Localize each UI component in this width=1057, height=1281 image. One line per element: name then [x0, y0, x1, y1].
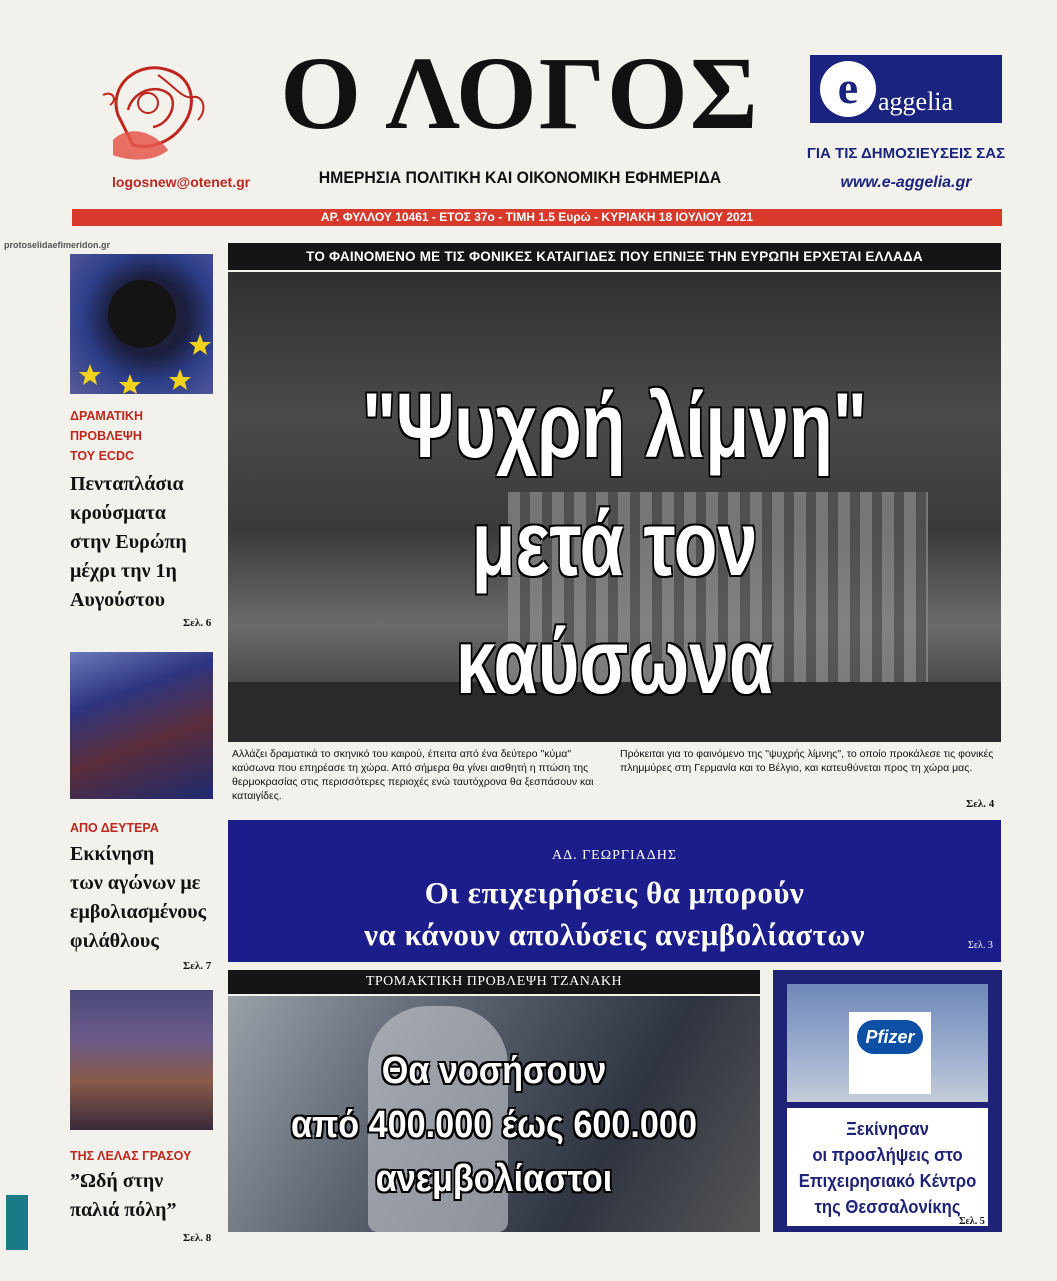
main-story-text-right: Πρόκειται για το φαινόμενο της "ψυχρής λίμνης", το οποίο προκάλεσε τις φονικές πλημμύρες στη Γερμανία και το Βέλγιο, και κατευθύνεται προς τη χώρα μας.	[620, 748, 994, 774]
georgiadis-page: Σελ. 3	[968, 940, 993, 951]
sidebar-story2-page: Σελ. 7	[183, 960, 212, 972]
sidebar-story2-headline[interactable]: Εκκίνηση των αγώνων με εμβολιασμένους φιλάθλους	[70, 843, 207, 952]
sidebar-story3-page: Σελ. 8	[183, 1232, 212, 1244]
sidebar-story1-headline[interactable]: Πενταπλάσια κρούσματα στην Ευρώπη μέχρι την 1η Αυγούστου	[70, 473, 187, 611]
eaggelia-logo[interactable]	[810, 55, 1002, 123]
virus-eu-photo	[70, 254, 213, 394]
eaggelia-word: aggelia	[878, 87, 954, 116]
tzanakis-headline[interactable]: Θα νοσήσουν από 400.000 έως 600.000 ανεμβολίαστοι	[291, 1050, 697, 1200]
main-story-page: Σελ. 4	[966, 798, 995, 810]
tzanakis-kicker: ΤΡΟΜΑΚΤΙΚΗ ΠΡΟΒΛΕΨΗ ΤΖΑΝΑΚΗ	[228, 970, 760, 994]
issue-info-bar: ΑΡ. ΦΥΛΛΟΥ 10461 - ΕΤΟΣ 37ο - ΤΙΜΗ 1.5 Ευρώ - ΚΥΡΙΑΚΗ 18 ΙΟΥΛΙΟΥ 2021	[72, 209, 1002, 226]
old-town-photo	[70, 990, 213, 1130]
sidebar-story1-page: Σελ. 6	[183, 617, 212, 629]
masthead-title: Ο ΛΟΓΟΣ	[280, 36, 760, 151]
georgiadis-kicker: ΑΔ. ΓΕΩΡΓΙΑΔΗΣ	[551, 848, 678, 863]
edge-strip	[6, 1195, 28, 1250]
stadium-fans-photo	[70, 652, 213, 799]
eu-stars-icon	[70, 254, 213, 394]
georgiadis-story-box[interactable]	[228, 820, 1001, 962]
georgiadis-headline[interactable]: Οι επιχειρήσεις θα μπορούν να κάνουν απολύσεις ανεμβολίαστων	[364, 875, 865, 952]
site-watermark: protoselidaefimeridon.gr	[4, 240, 111, 250]
sidebar-story2-kicker: ΑΠΟ ΔΕΥΤΕΡΑ	[70, 821, 159, 835]
eaggelia-url-link[interactable]: www.e-aggelia.gr	[840, 174, 972, 191]
pfizer-story-box[interactable]	[773, 970, 1002, 1232]
main-story-photo[interactable]	[228, 272, 1001, 742]
pfizer-building-photo	[787, 984, 988, 1102]
sidebar-story3-kicker: ΤΗΣ ΛΕΛΑΣ ΓΡΑΣΟΥ	[70, 1149, 192, 1163]
main-headline[interactable]: "Ψυχρή λίμνη" μετά τον καύσωνα	[362, 375, 867, 713]
logo-illustration-icon	[98, 55, 218, 167]
pfizer-page: Σελ. 5	[959, 1216, 985, 1227]
hospital-photo[interactable]	[228, 996, 760, 1232]
eaggelia-tagline: ΓΙΑ ΤΙΣ ΔΗΜΟΣΙΕΥΣΕΙΣ ΣΑΣ	[806, 145, 1006, 162]
email-link[interactable]: logosnew@otenet.gr	[112, 174, 251, 190]
pfizer-logo: Pfizer	[857, 1020, 923, 1054]
sidebar-story1-kicker: ΔΡΑΜΑΤΙΚΗ ΠΡΟΒΛΕΨΗ ΤΟΥ ECDC	[70, 409, 143, 463]
sidebar-story3-headline[interactable]: ”Ωδή στην παλιά πόλη”	[70, 1170, 177, 1221]
eaggelia-letter: e	[820, 61, 876, 117]
pfizer-headline[interactable]: Ξεκίνησαν οι προσλήψεις στο Επιχειρησιακό Κέντρο της Θεσσαλονίκης	[798, 1118, 977, 1217]
main-story-banner: ΤΟ ΦΑΙΝΟΜΕΝΟ ΜΕ ΤΙΣ ΦΟΝΙΚΕΣ ΚΑΤΑΙΓΙΔΕΣ ΠΟΥ ΕΠΝΙΞΕ ΤΗΝ ΕΥΡΩΠΗ ΕΡΧΕΤΑΙ ΕΛΛΑΔΑ	[228, 243, 1001, 270]
main-story-text-left: Αλλάζει δραματικά το σκηνικό του καιρού, έπειτα από ένα δεύτερο "κύμα" καύσωνα που επηρέασε τη χώρα. Από σήμερα θα γίνει αισθητή η πτώση της θερμοκρασίας στις περισσότερες περιοχές ενώ ταυτόχρονα θα ξεσπάσουν και καταιγίδες.	[232, 748, 594, 802]
masthead-subtitle: ΗΜΕΡΗΣΙΑ ΠΟΛΙΤΙΚΗ ΚΑΙ ΟΙΚΟΝΟΜΙΚΗ ΕΦΗΜΕΡΙΔΑ	[318, 168, 722, 187]
